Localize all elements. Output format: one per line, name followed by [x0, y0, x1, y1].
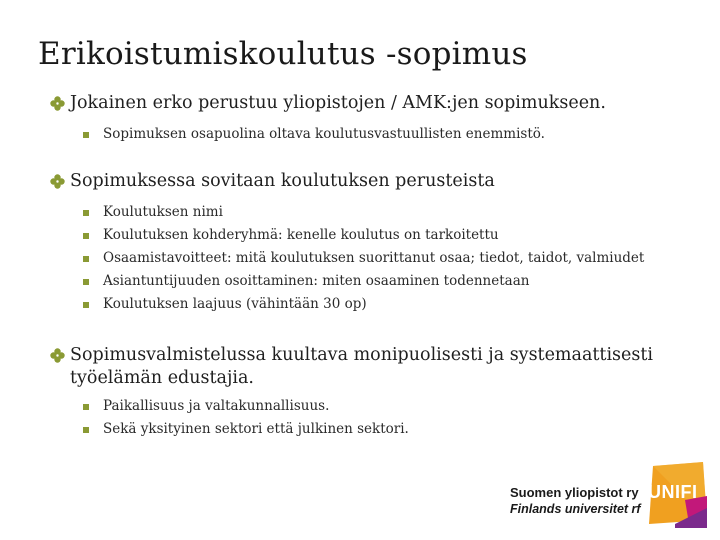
sub-list [83, 123, 690, 146]
sub-bullet [83, 247, 690, 270]
logo-line1: Suomen yliopistot ry [510, 485, 639, 500]
slide-content [50, 92, 690, 463]
square-bullet-icon [83, 233, 89, 239]
bullet-level1 [50, 170, 690, 196]
sub-bullet-text: Sekä yksityinen sektori että julkinen sektori. [103, 421, 409, 437]
sub-bullet [83, 418, 690, 441]
bullet-text: Sopimuksessa sovitaan koulutuksen perusteista [70, 171, 495, 191]
square-bullet-icon [83, 210, 89, 216]
slide-title: Erikoistumiskoulutus -sopimus [38, 36, 528, 72]
section-2 [50, 170, 690, 316]
diamond-bullet-icon [50, 95, 70, 118]
section-3 [50, 344, 690, 441]
sub-bullet [83, 123, 690, 146]
logo-text [510, 485, 641, 517]
bullet-level1 [50, 92, 690, 118]
sub-bullet [83, 201, 690, 224]
sub-bullet-text: Osaamistavoitteet: mitä koulutuksen suorittanut osaa; tiedot, taidot, valmiudet [103, 250, 645, 266]
sub-bullet [83, 270, 690, 293]
unifi-logo [510, 462, 710, 530]
square-bullet-icon [83, 132, 89, 138]
sub-bullet [83, 293, 690, 316]
sub-bullet-text: Koulutuksen nimi [103, 204, 223, 220]
bullet-text: Sopimusvalmistelussa kuultava monipuolisesti ja systemaattisesti työelämän edustajia. [70, 345, 654, 388]
sub-bullet-text: Koulutuksen laajuus (vähintään 30 op) [103, 296, 367, 312]
diamond-bullet-icon [50, 173, 70, 196]
square-bullet-icon [83, 427, 89, 433]
section-1 [50, 92, 690, 146]
sub-bullet-text: Koulutuksen kohderyhmä: kenelle koulutus on tarkoitettu [103, 227, 499, 243]
bullet-text: Jokainen erko perustuu yliopistojen / AMK:jen sopimukseen. [70, 93, 606, 113]
square-bullet-icon [83, 404, 89, 410]
sub-bullet [83, 224, 690, 247]
sub-bullet-text: Paikallisuus ja valtakunnallisuus. [103, 398, 330, 414]
bullet-level1 [50, 344, 690, 390]
sub-bullet-text: Sopimuksen osapuolina oltava koulutusvastuullisten enemmistö. [103, 126, 545, 142]
logo-line2: Finlands universitet rf [510, 502, 641, 516]
sub-list [83, 201, 690, 316]
diamond-bullet-icon [50, 347, 70, 370]
sub-list [83, 395, 690, 441]
sub-bullet [83, 395, 690, 418]
sub-bullet-text: Asiantuntijuuden osoittaminen: miten osaaminen todennetaan [103, 273, 530, 289]
logo-mark-text: UNIFI [648, 482, 698, 502]
square-bullet-icon [83, 279, 89, 285]
square-bullet-icon [83, 302, 89, 308]
square-bullet-icon [83, 256, 89, 262]
